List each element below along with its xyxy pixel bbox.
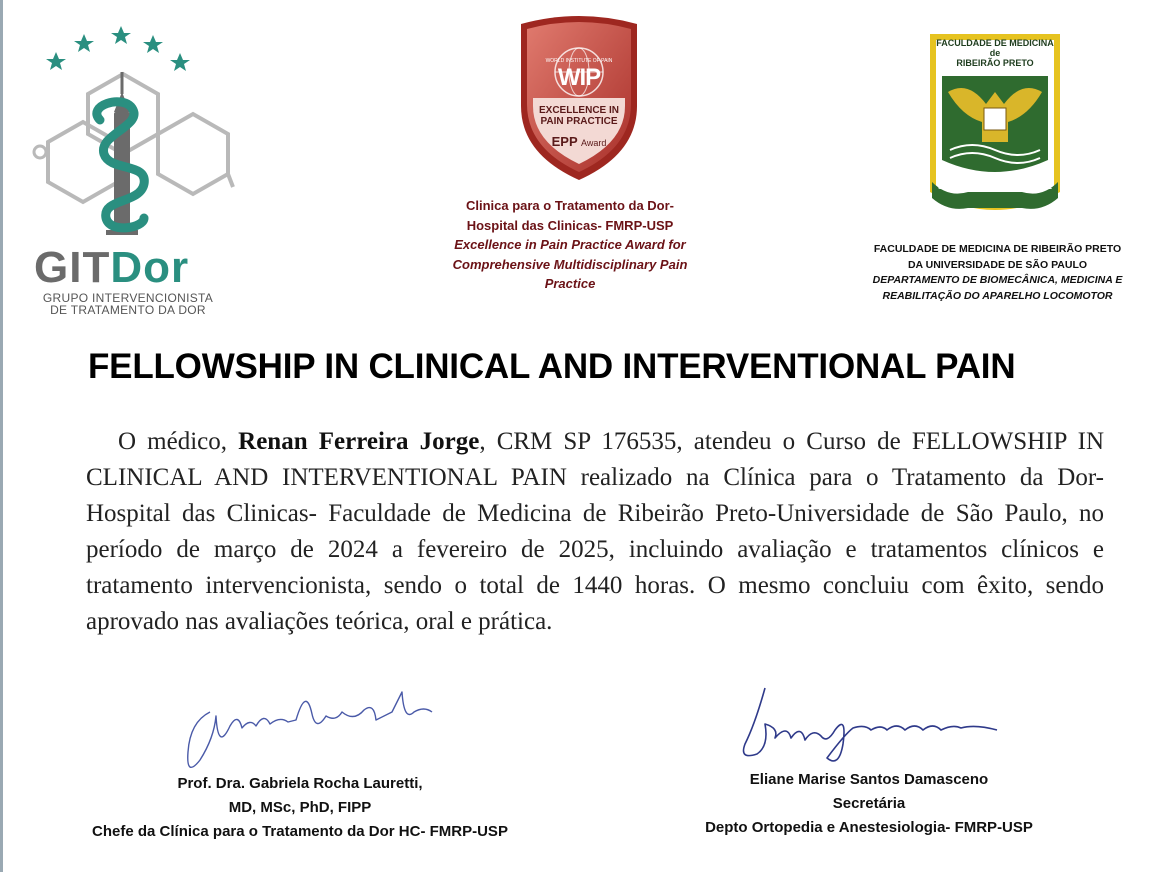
faculty-line4: REABILITAÇÃO DO APARELHO LOCOMOTOR xyxy=(882,289,1113,302)
signer-left-name: Prof. Dra. Gabriela Rocha Lauretti, xyxy=(177,775,423,792)
award-shield-icon xyxy=(515,14,643,184)
faculty-line1: FACULDADE DE MEDICINA DE RIBEIRÃO PRETO xyxy=(873,243,1122,255)
award-badge-line1: EXCELLENCE IN xyxy=(538,105,619,116)
signer-right-name: Eliane Marise Santos Damasceno xyxy=(749,771,989,788)
gitdor-emblem-icon xyxy=(28,22,240,252)
award-badge-org: WORLD INSTITUTE OF PAIN xyxy=(545,58,613,64)
signer-left-role: Chefe da Clínica para o Tratamento da Dor HC- FMRP-USP xyxy=(92,823,508,840)
award-badge-line2: PAIN PRACTICE xyxy=(540,116,618,127)
faculty-info xyxy=(850,242,1145,304)
award-caption: Clinica para o Tratamento da Dor- Hospital das Clinicas- FMRP-USP Excellence in Pain Practice Award for Comprehensive Multidisciplinary Pain Practice xyxy=(452,198,688,291)
crest-motto: SCIENTIA TERMINUM AMOVERE xyxy=(938,184,1052,191)
page-edge xyxy=(0,0,3,872)
signer-left-degrees: MD, MSc, PhD, FIPP xyxy=(228,799,372,816)
fmrp-crest xyxy=(928,32,1062,232)
recipient-name: Renan Ferreira Jorge xyxy=(238,428,480,455)
crest-title: FACULDADE DE MEDICINA de RIBEIRÃO PRETO xyxy=(936,38,1054,68)
signature-left-block xyxy=(40,772,560,844)
epp-award-badge xyxy=(515,14,643,184)
award-badge-mark: WIP xyxy=(557,64,601,91)
gitdor-wordmark: GITDor xyxy=(34,243,190,292)
faculty-line3: DEPARTAMENTO DE BIOMECÂNICA, MEDICINA E xyxy=(872,274,1123,286)
signature-right-block xyxy=(664,768,1074,840)
signature-right-icon xyxy=(735,684,1005,774)
signer-right-role: Secretária xyxy=(832,795,906,812)
certificate-heading: FELLOWSHIP IN CLINICAL AND INTERVENTIONAL PAIN xyxy=(88,347,1016,386)
award-badge-epp: EPP Award xyxy=(551,134,607,149)
certificate-body: O médico, Renan Ferreira Jorge, CRM SP 176535, atendeu o Curso de FELLOWSHIP IN CLINICAL AND INTERVENTIONAL PAIN realizado na Clínica para o Tratamento da Dor- Hospital das Clinicas- Faculdade de Medicina de Ribeirão Preto-Universidade de São Paulo, no período de março de 2024 a fevereiro de 2025, incluindo avaliação e tratamentos clínicos e tratamento intervencionista, sendo o total de 1440 horas. O mesmo concluiu com êxito, sendo aprovado nas avaliações teórica, oral e prática. xyxy=(86,428,1104,635)
faculty-line2: DA UNIVERSIDADE DE SÃO PAULO xyxy=(907,258,1088,271)
gitdor-subtitle: GRUPO INTERVENCIONISTA DE TRATAMENTO DA DOR xyxy=(42,291,214,317)
signer-right-dept: Depto Ortopedia e Anestesiologia- FMRP-USP xyxy=(705,819,1033,836)
signature-left-icon xyxy=(170,682,450,782)
gitdor-logo xyxy=(28,22,240,317)
